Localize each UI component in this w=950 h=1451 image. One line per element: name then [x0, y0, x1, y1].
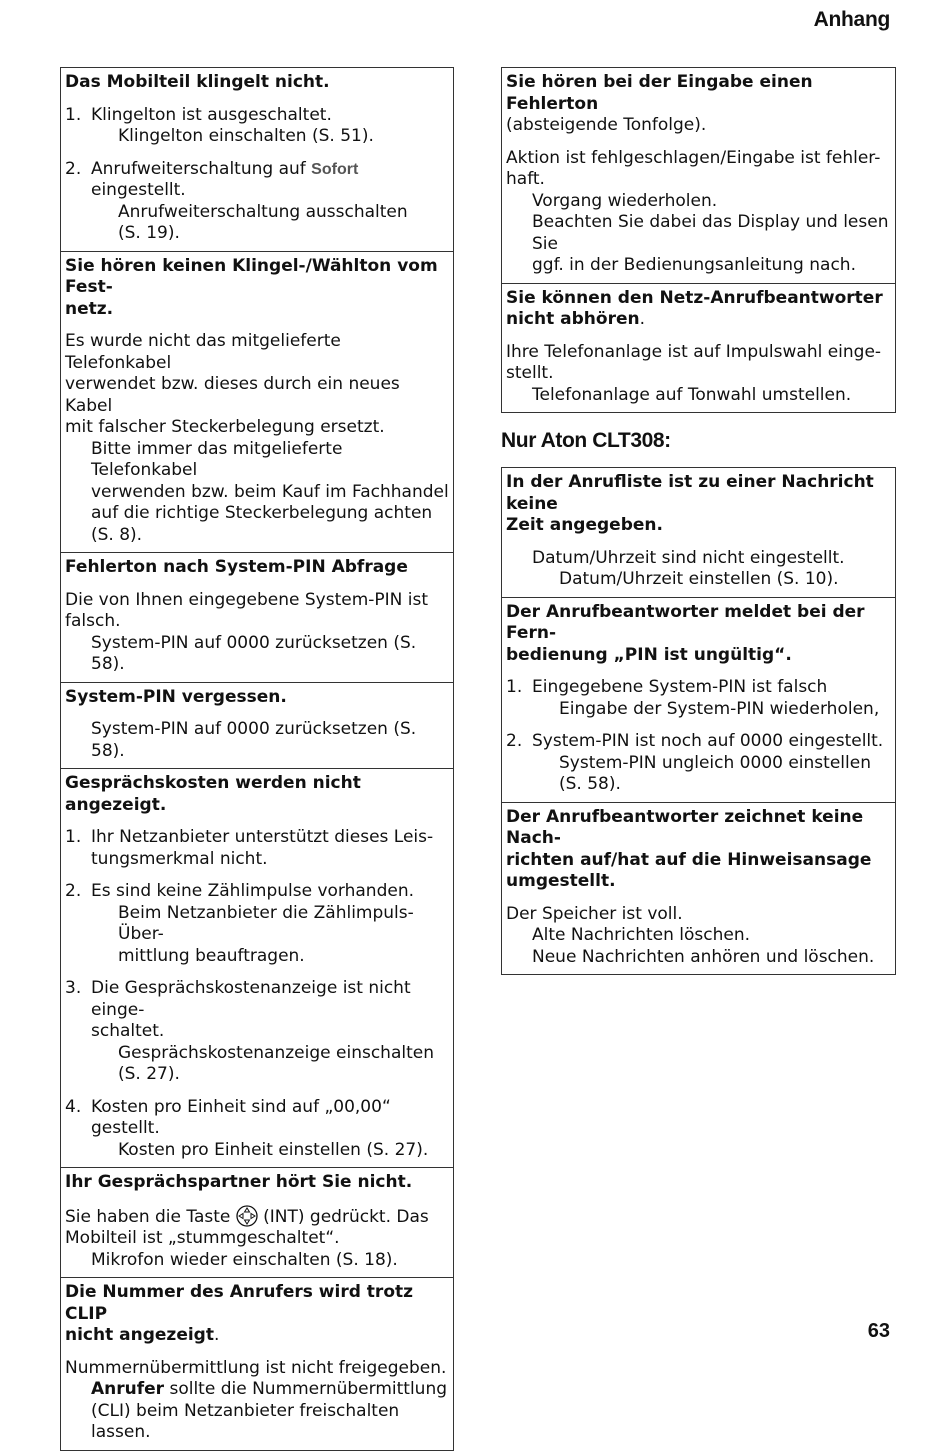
list-item: 2. System-PIN ist noch auf 0000 eingestellt.	[506, 731, 884, 751]
section-no-ring	[61, 68, 453, 251]
section-pin-error-tone: Fehlerton nach System-PIN Abfrage Die von Ihnen eingegebene System-PIN ist falsch. System-PIN auf 0000 zurücksetzen (S. 58).	[61, 552, 453, 682]
action-text: Anrufweiterschaltung ausschalten	[118, 201, 408, 222]
section-call-costs: Gesprächskosten werden nicht angezeigt. 1. Ihr Netzanbieter unterstützt dieses Leis- tungsmerkmal nicht. 2. Es sind keine Zählimpulse vorhanden. Beim Netzanbieter die Zählimpuls-Über- mittlung beauftragen. 3. Die Gesprächskostenanzeige ist nicht einge- schaltet. Gesprächskostenanzeige einschalten (S. 27). 4. Kosten pro Einheit sind auf „00,00“ gestellt. Kosten pro Einheit einstellen (S. 27).	[61, 768, 453, 1167]
section-network-answering-machine: Sie können den Netz-Anrufbeantworter nicht abhören. Ihre Telefonanlage ist auf Impulswahl einge- stellt. Telefonanlage auf Tonwahl umstellen.	[502, 283, 895, 413]
section-title: Sie hören bei der Eingabe einen Fehlerton	[506, 72, 813, 114]
section-title: Fehlerton nach System-PIN Abfrage	[65, 557, 408, 577]
section-title: Der Anrufbeantworter meldet bei der Fern- bedienung „PIN ist ungültig“.	[506, 601, 865, 665]
list-item: 1. Ihr Netzanbieter unterstützt dieses Leis- tungsmerkmal nicht.	[65, 827, 434, 869]
section-call-list-time: In der Anrufliste ist zu einer Nachricht keine Zeit angegeben. Datum/Uhrzeit sind nicht eingestellt. Datum/Uhrzeit einstellen (S. 10).	[502, 468, 895, 597]
section-pin-invalid: Der Anrufbeantworter meldet bei der Fern- bedienung „PIN ist ungültig“. 1. Eingegebene System-PIN ist falsch Eingabe der System-PIN wiederholen, 2. System-PIN ist noch auf 0000 eingestellt. System-PIN ungleich 0000 einstellen (S. 58).	[502, 597, 895, 802]
section-pin-forgotten: System-PIN vergessen. System-PIN auf 0000 zurücksetzen (S. 58).	[61, 682, 453, 769]
section-title: In der Anrufliste ist zu einer Nachricht keine Zeit angegeben.	[506, 472, 874, 535]
page-header: Anhang	[813, 8, 890, 31]
list-item: 2. Es sind keine Zählimpulse vorhanden.	[65, 881, 415, 901]
section-partner-cannot-hear: Ihr Gesprächspartner hört Sie nicht. Sie haben die Taste (INT) gedrückt. Das Mobilteil ist „stummgeschaltet“. Mikrofon wieder einschalten (S. 18).	[61, 1167, 453, 1277]
troubleshooting-table-left	[60, 67, 454, 1451]
list-item: 2. Anrufweiterschaltung auf Sofort eingestellt.	[65, 158, 359, 200]
section-title: Ihr Gesprächspartner hört Sie nicht.	[65, 1172, 413, 1192]
section-title: Sie hören keinen Klingel-/Wählton vom Fest- netz.	[65, 255, 438, 319]
section-error-tone-input: Sie hören bei der Eingabe einen Fehlerton (absteigende Tonfolge). Aktion ist fehlgeschlagen/Eingabe ist fehler- haft. Vorgang wiederholen. Beachten Sie dabei das Display und lesen Sie ggf. in der Bedienungsanleitung nach.	[502, 68, 895, 283]
section-title: Das Mobilteil klingelt nicht.	[65, 72, 330, 92]
section-title: Gesprächskosten werden nicht angezeigt.	[65, 773, 361, 815]
section-no-recording: Der Anrufbeantworter zeichnet keine Nach- richten auf/hat auf die Hinweisansage umgestellt. Der Speicher ist voll. Alte Nachrichten löschen. Neue Nachrichten anhören und löschen.	[502, 802, 895, 975]
action-text: Klingelton einschalten (S. 51).	[118, 126, 374, 146]
page-number: 63	[867, 1320, 890, 1342]
control-key-icon	[236, 1205, 258, 1227]
section-no-dial-tone: Sie hören keinen Klingel-/Wählton vom Fest- netz. Es wurde nicht das mitgelieferte Telefonkabel verwendet bzw. dieses durch ein neues Kabel mit falscher Steckerbelegung ersetzt. Bitte immer das mitgelieferte Telefonkabel verwenden bzw. beim Kauf im Fachhandel auf die richtige Steckerbelegung achten (S. 8).	[61, 251, 453, 553]
display-text-sofort: Sofort	[311, 160, 359, 178]
section-clip-number: Die Nummer des Anrufers wird trotz CLIP nicht angezeigt. Nummernübermittlung ist nicht freigegeben. Anrufer sollte die Nummernübermittlung (CLI) beim Netzanbieter freischalten lassen.	[61, 1277, 453, 1450]
list-item: 3. Die Gesprächskostenanzeige ist nicht einge- schaltet.	[65, 978, 411, 1041]
section-heading: Nur Aton CLT308:	[501, 429, 671, 452]
troubleshooting-table-right-bottom	[501, 467, 896, 975]
section-title: Sie können den Netz-Anrufbeantworter nicht abhören.	[506, 287, 883, 329]
list-item: 1. Eingegebene System-PIN ist falsch	[506, 677, 828, 697]
left-column	[60, 67, 454, 1451]
action-text: (S. 19).	[118, 223, 180, 243]
section-title: System-PIN vergessen.	[65, 686, 287, 707]
section-title: Die Nummer des Anrufers wird trotz CLIP nicht angezeigt.	[65, 1282, 414, 1345]
list-item: 4. Kosten pro Einheit sind auf „00,00“ gestellt.	[65, 1096, 391, 1138]
list-item: 1. Klingelton ist ausgeschaltet.	[65, 104, 332, 125]
right-column	[501, 67, 896, 975]
troubleshooting-table-right-top	[501, 67, 896, 413]
section-title: Der Anrufbeantworter zeichnet keine Nach- richten auf/hat auf die Hinweisansage umgestellt.	[506, 806, 872, 891]
